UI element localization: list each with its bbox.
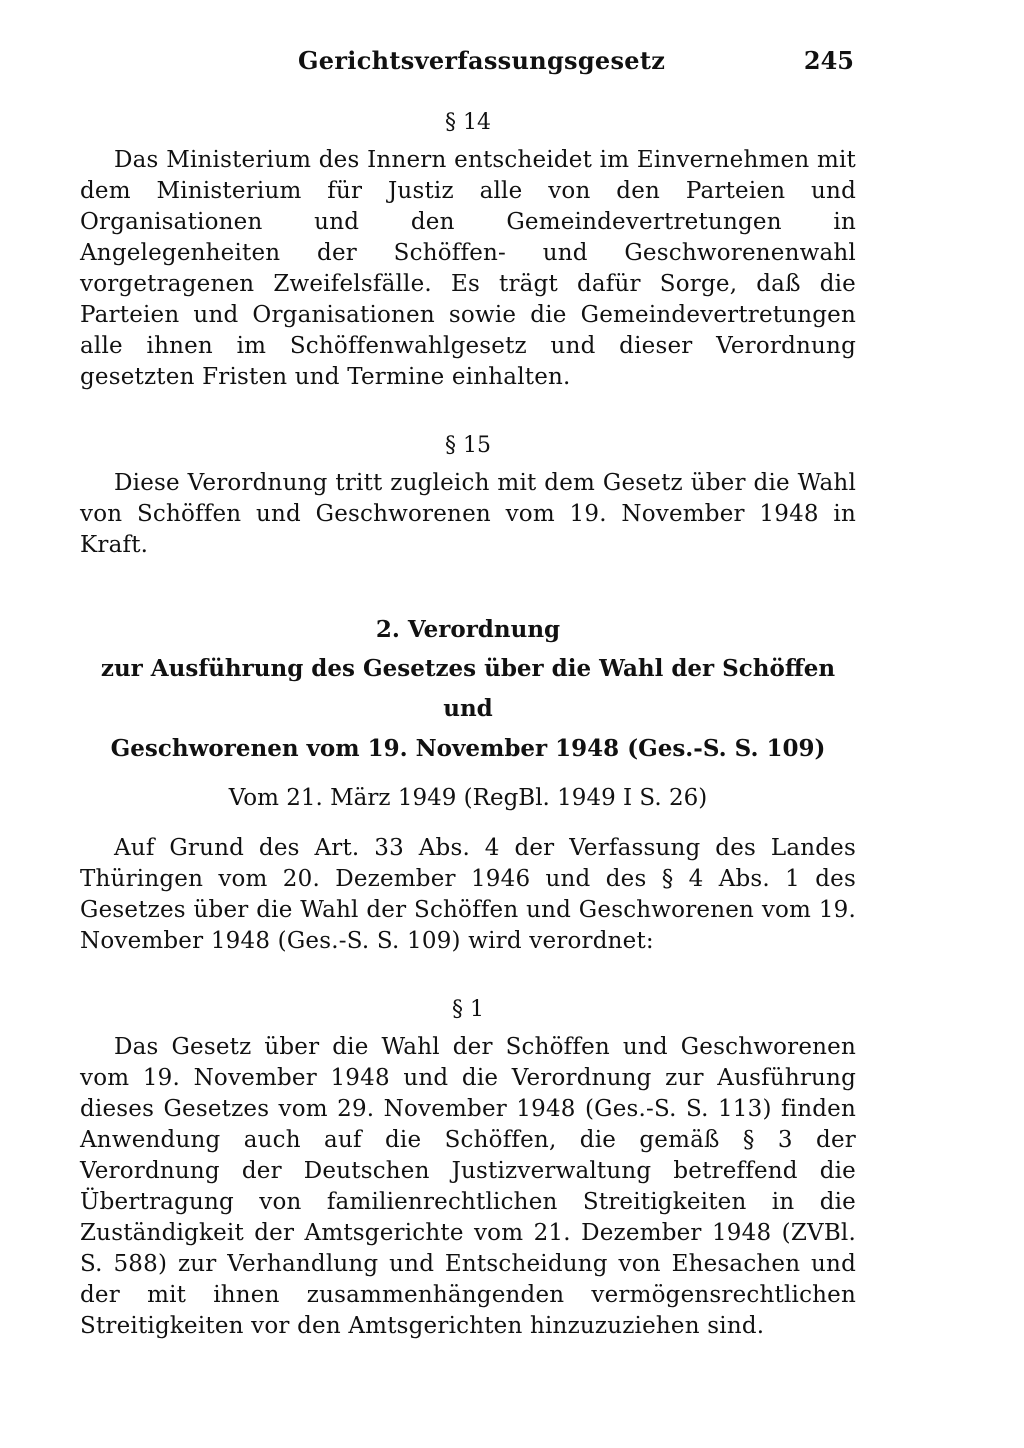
section-heading-15: § 15 [445,433,491,458]
running-title: Gerichtsverfassungsgesetz [298,46,666,75]
section-heading-14: § 14 [445,110,491,135]
section-heading-1: § 1 [452,997,484,1022]
page-number: 245 [803,46,854,75]
section-14-text: Das Ministerium des Innern entscheidet im Einvernehmen mit dem Ministerium für Justiz alle von den Parteien und Organisationen und den Gemeindevertretungen in Angelegenheiten der Schöffen- und Geschworenenwahl vorgetragenen Zweifelsfälle. Es trägt dafür Sorge, daß die Parteien und Organisationen sowie die Gemeindevertretungen alle ihnen im Schöffenwahlgesetz und dieser Verordnung gesetzten Fristen und Termine einhalten. [80,147,856,390]
decree-title: 2. Verordnung [375,616,561,643]
page-header [80,38,856,86]
section-15-text: Diese Verordnung tritt zugleich mit dem Gesetz über die Wahl von Schöffen und Geschworenen vom 19. November 1948 in Kraft. [80,470,856,558]
decree-preamble: Auf Grund des Art. 33 Abs. 4 der Verfassung des Landes Thüringen vom 20. Dezember 1946 und des § 4 Abs. 1 des Gesetzes über die Wahl der Schöffen und Geschworenen vom 19. November 1948 (Ges.-S. S. 109) wird verordnet: [80,835,856,954]
decree-subtitle-line-2: Geschworenen vom 19. November 1948 (Ges.-S. S. 109) [110,735,826,762]
document-page [80,38,856,1342]
decree-date: Vom 21. März 1949 (RegBl. 1949 I S. 26) [228,785,708,811]
decree-subtitle-line-1: zur Ausführung des Gesetzes über die Wahl der Schöffen und [100,655,836,722]
section-1-text: Das Gesetz über die Wahl der Schöffen und Geschworenen vom 19. November 1948 und die Verordnung zur Ausführung dieses Gesetzes vom 29. November 1948 (Ges.-S. S. 113) finden Anwendung auch auf die Schöffen, die gemäß § 3 der Verordnung der Deutschen Justizverwaltung betreffend die Übertragung von familienrechtlichen Streitigkeiten in die Zuständigkeit der Amtsgerichte vom 21. Dezember 1948 (ZVBl. S. 588) zur Verhandlung und Entscheidung von Ehesachen und der mit ihnen zusammenhängenden vermögensrechtlichen Streitigkeiten vor den Amtsgerichten hinzuzuziehen sind. [80,1034,856,1339]
